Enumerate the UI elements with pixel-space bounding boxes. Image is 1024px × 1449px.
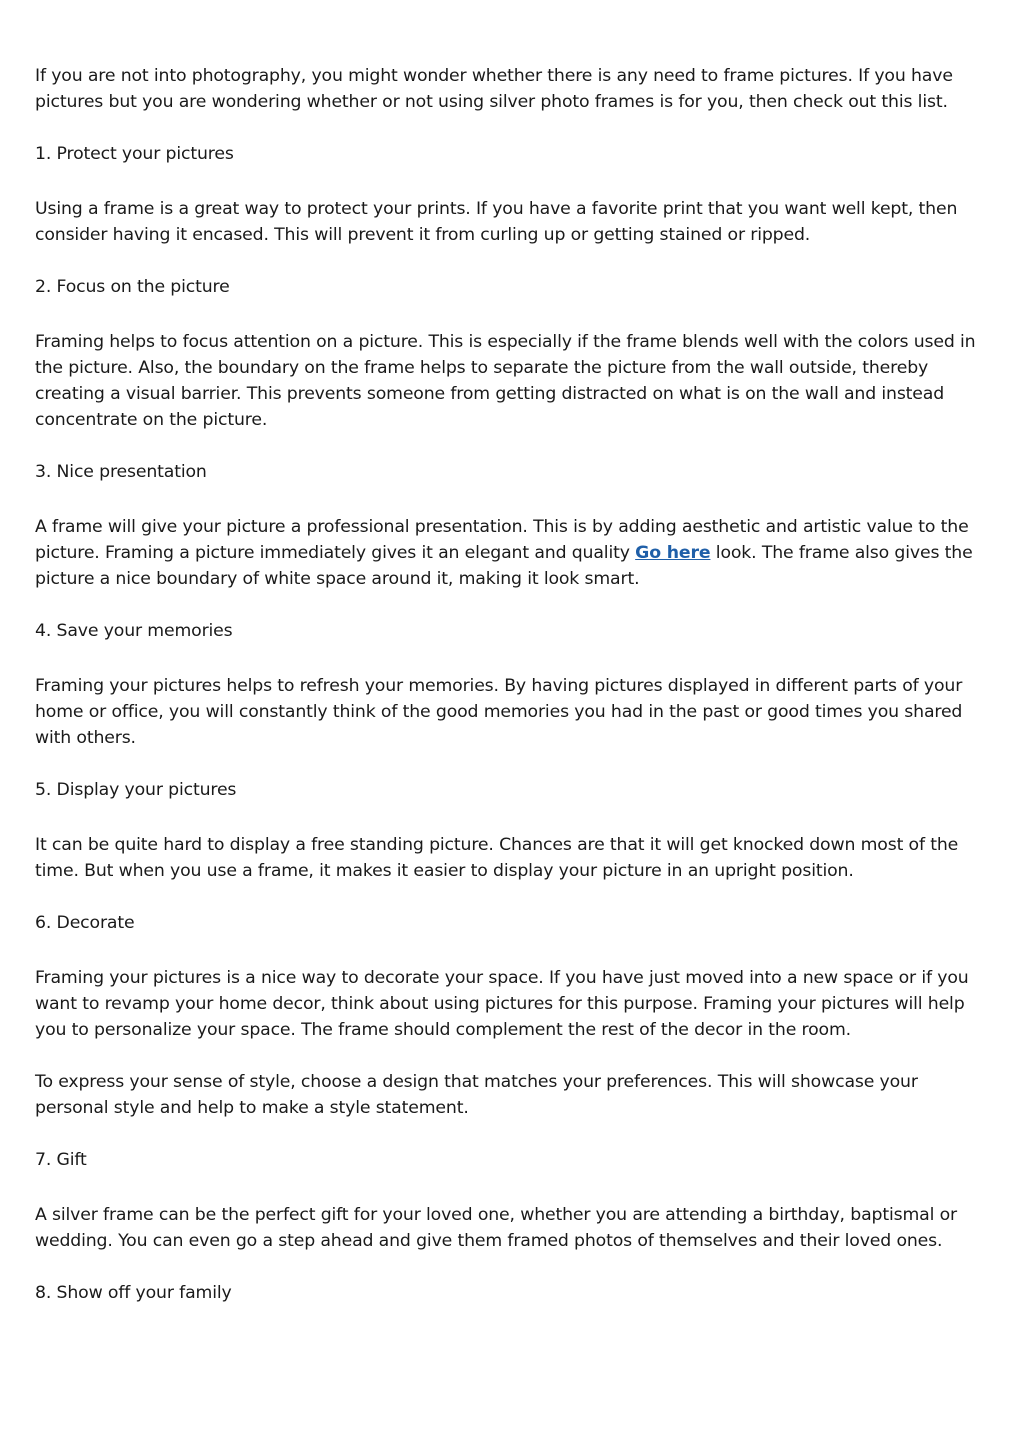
section-body-decorate-style: To express your sense of style, choose a design that matches your preferences. This will showcase your personal style and help to make a style statement. xyxy=(35,1072,918,1118)
section-heading-gift: 7. Gift xyxy=(35,1150,87,1170)
section-body-display: It can be quite hard to display a free standing picture. Chances are that it will get knocked down most of the time. But when you use a frame, it makes it easier to display your picture in an upright position. xyxy=(35,835,959,881)
intro-paragraph: If you are not into photography, you might wonder whether there is any need to frame pictures. If you have pictures but you are wondering whether or not using silver photo frames is for you, then check out this list. xyxy=(35,66,953,112)
section-heading-focus: 2. Focus on the picture xyxy=(35,277,230,297)
section-heading-family: 8. Show off your family xyxy=(35,1283,232,1303)
presentation-text-before-link: A frame will give your picture a professional presentation. This is by adding aesthetic and artistic value to the picture. Framing a picture immediately gives it an elegant and quality xyxy=(35,517,969,563)
presentation-text-after-link: look. The frame also gives the picture a nice boundary of white space around it, making it look smart. xyxy=(35,543,973,589)
document-page xyxy=(35,63,995,1335)
section-body-gift: A silver frame can be the perfect gift for your loved one, whether you are attending a birthday, baptismal or wedding. You can even go a step ahead and give them framed photos of themselves and their loved ones. xyxy=(35,1205,957,1251)
section-body-focus: Framing helps to focus attention on a picture. This is especially if the frame blends well with the colors used in the picture. Also, the boundary on the frame helps to separate the picture from the wall outside, thereby creating a visual barrier. This prevents someone from getting distracted on what is on the wall and instead concentrate on the picture. xyxy=(35,332,976,430)
section-body-decorate: Framing your pictures is a nice way to decorate your space. If you have just moved into a new space or if you want to revamp your home decor, think about using pictures for this purpose. Framing your pictures will help you to personalize your space. The frame should complement the rest of the decor in the room. xyxy=(35,968,969,1040)
section-body-presentation xyxy=(35,514,995,592)
section-heading-display: 5. Display your pictures xyxy=(35,780,237,800)
section-heading-memories: 4. Save your memories xyxy=(35,621,233,641)
section-heading-decorate: 6. Decorate xyxy=(35,913,135,933)
section-heading-protect: 1. Protect your pictures xyxy=(35,144,234,164)
section-heading-presentation: 3. Nice presentation xyxy=(35,462,207,482)
section-body-memories: Framing your pictures helps to refresh your memories. By having pictures displayed in different parts of your home or office, you will constantly think of the good memories you had in the past or good times you shared with others. xyxy=(35,676,963,748)
go-here-link[interactable]: Go here xyxy=(635,543,711,563)
section-body-protect: Using a frame is a great way to protect your prints. If you have a favorite print that you want well kept, then consider having it encased. This will prevent it from curling up or getting stained or ripped. xyxy=(35,199,958,245)
